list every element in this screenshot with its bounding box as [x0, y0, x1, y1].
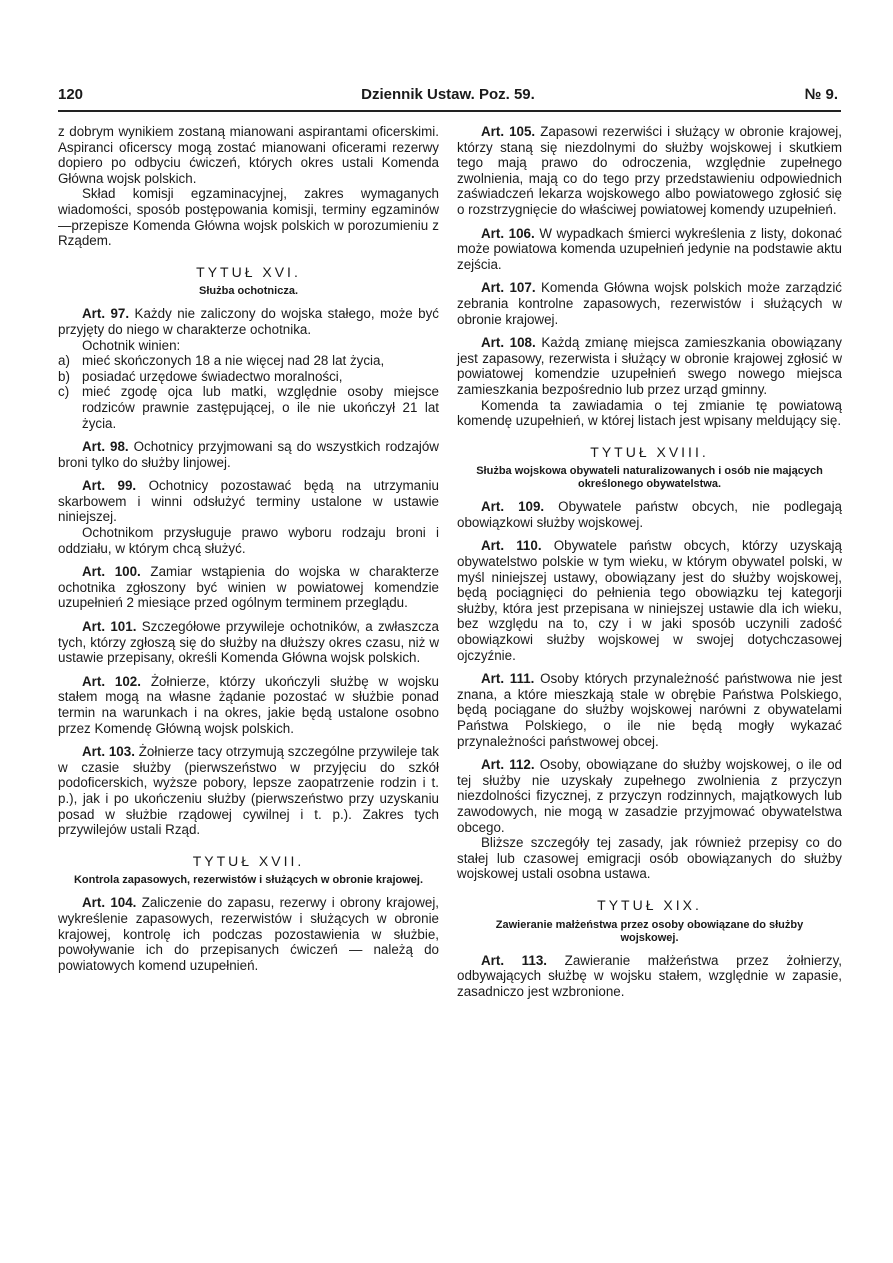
- left-column: [58, 124, 439, 973]
- article-100: [58, 564, 439, 611]
- page-header: [58, 86, 838, 108]
- paragraph: Ochotnikom przysługuje prawo wyboru rodzaju broni i oddziału, w którym chcą służyć.: [58, 525, 439, 556]
- article-text: Komenda Główna wojsk polskich może zarządzić zebrania kontrolne zapasowych, rezerwistów i służących w obronie krajowej.: [457, 280, 842, 327]
- section-title: TYTUŁ XIX.: [597, 896, 702, 913]
- article-label: Art. 104.: [82, 895, 137, 911]
- article-106: [457, 226, 842, 273]
- article-text: Żołnierze, którzy ukończyli służbę w wojsku stałem mogą na własne żądanie pozostać w służbie ponad termin na warunkach i na okres, jakie będą ustalone osobno przez Komendę Główną wojsk polskich.: [58, 673, 439, 736]
- article-label: Art. 109.: [481, 499, 545, 515]
- right-column: [457, 124, 842, 999]
- article-101: [58, 619, 439, 666]
- article-108: [457, 335, 842, 397]
- section-subtitle: Służba ochotnicza.: [198, 285, 298, 298]
- article-label: Art. 102.: [82, 673, 141, 689]
- list-text: mieć skończonych 18 a nie więcej nad 28 lat życia,: [82, 353, 385, 369]
- article-102: [58, 674, 439, 736]
- list-text: mieć zgodę ojca lub matki, względnie osoby miejsce rodziców prawnie zastępującej, o ile nie ukończył 21 lat życia.: [82, 384, 439, 431]
- requirements-list: [58, 353, 439, 431]
- article-label: Art. 107.: [481, 280, 536, 296]
- article-113: [457, 953, 842, 1000]
- article-label: Art. 98.: [82, 439, 129, 455]
- paragraph: Ochotnik winien:: [82, 337, 181, 353]
- list-marker: a): [58, 353, 70, 369]
- list-marker: c): [58, 384, 70, 400]
- article-label: Art. 100.: [82, 564, 141, 580]
- page-number: 120: [58, 86, 84, 103]
- article-97: [58, 306, 439, 337]
- article-label: Art. 110.: [481, 538, 542, 554]
- article-label: Art. 106.: [481, 225, 535, 241]
- article-99: [58, 478, 439, 525]
- article-text: Osoby, obowiązane do służby wojskowej, o ile od tej służby nie uzyskały zupełnego zwolnienia z przyczyn niezdolności fizycznej, z przyczyn rodzinnych, majątkowych lub zawodowych, nie mogą w zasadzie przyjmować obywatelstwa obcego.: [457, 757, 842, 835]
- article-105: [457, 124, 842, 218]
- article-text: Zamiar wstąpienia do wojska w charakterze ochotnika zgłoszony być winien w powiatowej komendzie uzupełnień 2 miesiące przed ogólnym terminem przeglądu.: [58, 564, 439, 611]
- article-text: Zaliczenie do zapasu, rezerwy i obrony krajowej, wykreślenie zapasowych, rezerwistów i służących w obronie krajowej, kontrolę ich podczas pozostawienia w służbie, powoływanie ich do przepisanych ćwiczeń — należą do powiatowych komend uzupełnień.: [58, 895, 440, 973]
- article-text: Obywatele państw obcych, którzy uzyskają obywatelstwo polskie w tym wieku, w którym obywatel polski, w myśl niniejszej ustawy, obowiązany jest do służby wojskowej, będą pociągnięci do pełnienia tego obowiązku tej kategorji służby, która jest przepisana w niniejszej ustawie dla ich wieku, bez względu na to, czy i w jaki sposób uczynili zadość obowiązkowi służby wojskowej w swojej dotychczasowej ojczyźnie.: [457, 538, 842, 663]
- article-110: [457, 538, 842, 663]
- article-text: Każdą zmianę miejsca zamieszkania obowiązany jest zapasowy, rezerwista i służący w obronie krajowej zgłosić w powiatowej komendzie uzupełnień swego nowego miejsca zamieszkania bezpośrednio lub przez urząd gminny.: [457, 335, 843, 397]
- article-103: [58, 744, 439, 838]
- paragraph: Bliższe szczegóły tej zasady, jak również przepisy co do stałej lub czasowej emigracji osób obowiązanych do służby wojskowej ustali osobna ustawa.: [457, 835, 842, 882]
- article-text: Zawieranie małżeństwa przez żołnierzy, odbywających służbę w wojsku stałem, względnie w zapasie, zasadniczo jest wzbronione.: [457, 952, 842, 999]
- article-label: Art. 101.: [82, 619, 137, 635]
- article-text: Zapasowi rezerwiści i służący w obronie krajowej, którzy staną się niezdolnymi do służby wojskowej i skutkiem tego mają prawo do odroczenia, względnie zupełnego zwolnienia, mają co do tego przy przedstawieniu odpowiednich zaświadczeń lekarza wojskowego albo powiatowego zgłosić się o rozstrzygnięcie do właściwej powiatowej komendy uzupełnień.: [457, 124, 842, 217]
- article-text: Obywatele państw obcych, nie podlegają obowiązkowi służby wojskowej.: [457, 499, 842, 530]
- article-label: Art. 99.: [82, 478, 137, 494]
- article-text: W wypadkach śmierci wykreślenia z listy, dokonać może powiatowa komenda uzupełnień jedynie na podstawie aktu zejścia.: [457, 225, 842, 272]
- list-item: [58, 369, 439, 385]
- header-rule: [58, 110, 841, 112]
- list-item: [58, 353, 439, 369]
- article-text: Osoby których przynależność państwowa nie jest znana, a które mieszkają stale w obrębie Państwa Polskiego, będą pociągane do służby wojskowej narówni z obywatelami Państwa Polskiego, o ile nie będą mogły wykazać przynależności państwowej obcej.: [457, 671, 842, 749]
- article-98: [58, 439, 439, 470]
- paragraph: Komenda ta zawiadamia o tej zmianie tę powiatową komendę uzupełnień, w której listach jest wpisany meldujący się.: [457, 397, 842, 429]
- paragraph: z dobrym wynikiem zostaną mianowani aspirantami oficerskimi. Aspiranci oficerscy mogą zostać mianowani oficerami rezerwy dopiero po odbyciu ćwiczeń, których okres ustali Komenda Główna wojsk polskich.: [58, 124, 439, 186]
- article-label: Art. 113.: [481, 952, 548, 968]
- article-text: Żołnierze tacy otrzymują szczególne przywileje tak w czasie służby (pierwszeństwo w przyjęciu do szkół podoficerskich, wyższe pobory, lepsze zaopatrzenie rodzin i t. p.), jak i po ukończeniu służby (pierwszeństwo przy uzyskaniu posad w służbie rządowej cywilnej i t. p.). Zakres tych przywilejów ustali Rząd.: [58, 744, 439, 838]
- article-111: [457, 671, 842, 749]
- article-109: [457, 499, 842, 530]
- article-label: Art. 97.: [82, 306, 130, 322]
- issue-number: № 9.: [804, 86, 838, 103]
- article-label: Art. 105.: [481, 124, 536, 139]
- article-label: Art. 112.: [481, 757, 535, 773]
- section-title: TYTUŁ XVII.: [192, 852, 305, 869]
- article-text: Ochotnicy przyjmowani są do wszystkich rodzajów broni tylko do służby linjowej.: [58, 439, 439, 470]
- list-item: [58, 384, 439, 431]
- section-subtitle: Zawieranie małżeństwa przez osoby obowiązane do służby wojskowej.: [495, 918, 804, 944]
- paragraph: Skład komisji egzaminacyjnej, zakres wymaganych wiadomości, sposób postępowania komisji, terminy egzaminów—przepisze Komenda Główna wojsk polskich w porozumieniu z Rządem.: [58, 186, 439, 249]
- article-112: [457, 757, 842, 835]
- list-marker: b): [58, 368, 70, 384]
- section-subtitle: Służba wojskowa obywateli naturalizowanych i osób nie mających określonego obywatelstwa.: [476, 465, 823, 491]
- section-subtitle: Kontrola zapasowych, rezerwistów i służących w obronie krajowej.: [73, 874, 424, 887]
- article-label: Art. 108.: [481, 335, 536, 351]
- article-label: Art. 103.: [82, 744, 135, 760]
- article-text: Ochotnicy pozostawać będą na utrzymaniu skarbowem i winni odsłużyć terminy ustalone w ustawie niniejszej.: [58, 478, 439, 525]
- article-text: Szczegółowe przywileje ochotników, a zwłaszcza tych, którzy zgłoszą się do służby na dłuższy okres czasu, niż w ustawie przepisany, określi Komenda Główna wojsk polskich.: [58, 619, 439, 666]
- section-title: TYTUŁ XVI.: [196, 263, 301, 280]
- section-title: TYTUŁ XVIII.: [590, 443, 709, 460]
- journal-title: Dziennik Ustaw. Poz. 59.: [361, 86, 535, 103]
- article-label: Art. 111.: [481, 671, 535, 687]
- list-text: posiadać urzędowe świadectwo moralności,: [82, 368, 343, 384]
- article-104: [58, 895, 439, 973]
- article-107: [457, 280, 842, 327]
- article-text: Każdy nie zaliczony do wojska stałego, może być przyjęty do niego w charakterze ochotnika.: [58, 306, 439, 337]
